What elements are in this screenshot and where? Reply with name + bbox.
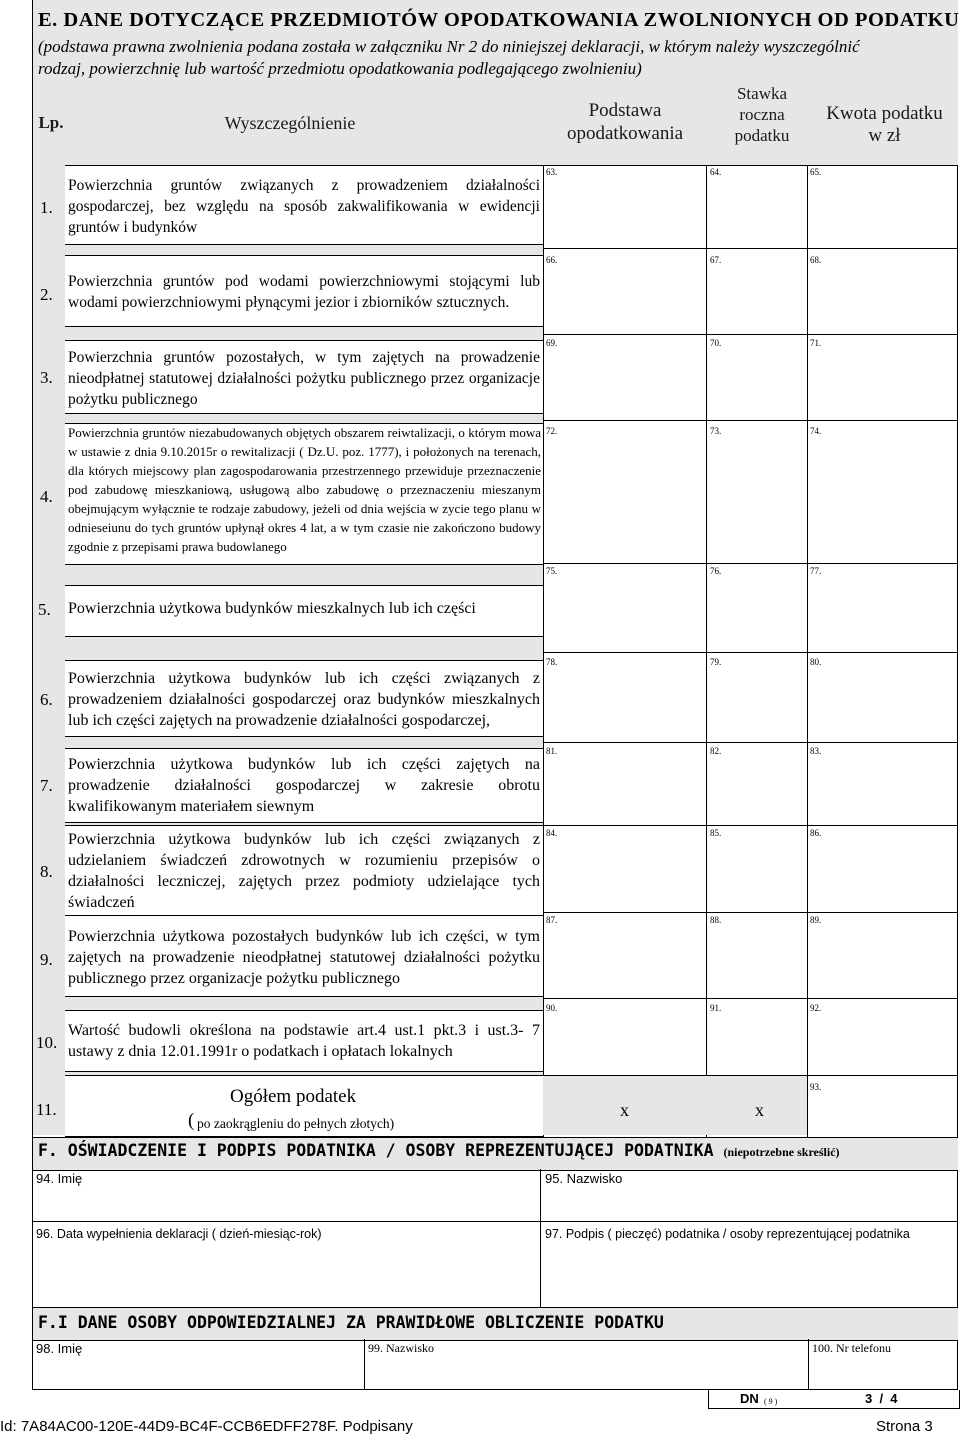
field-83[interactable]: 83. [810, 746, 822, 756]
total-x-base: x [620, 1100, 629, 1120]
col-sep-amount [807, 165, 808, 1137]
row-3-text: Powierzchnia gruntów pozostałych, w tym zajętych na prowadzenie nieodpłatnej statutowej działalności pożytku publicznego przez organizacje pożytku publicznego [68, 349, 540, 408]
row-2-sep [543, 334, 958, 335]
field-74[interactable]: 74. [810, 426, 822, 436]
field-71[interactable]: 71. [810, 338, 822, 348]
row-1-lp: 1. [40, 198, 53, 217]
row-6-lp: 6. [40, 690, 53, 709]
field-67[interactable]: 67. [710, 255, 722, 265]
row-4-lp: 4. [40, 487, 53, 506]
form-code: DN [740, 1391, 759, 1406]
row-9-text: Powierzchnia użytkowa pozostałych budynków lub ich części, w tym zajętych na prowadzenie nieodpłatnej statutowej działalności pożytku publicznego przez organizacje pożytku publicznego [68, 928, 540, 987]
field-64[interactable]: 64. [710, 167, 722, 177]
row-1-sep [543, 248, 958, 249]
header-rate-l3: podatku [734, 126, 790, 145]
row-7-text: Powierzchnia użytkowa budynków lub ich części zajętych na prowadzenie działalności gospodarczej w zakresie obrotu kwalifikowanym materiałem siewnym [68, 756, 540, 815]
field-73[interactable]: 73. [710, 426, 722, 436]
field-81[interactable]: 81. [546, 746, 558, 756]
row-2-lp: 2. [40, 285, 53, 304]
field-78[interactable]: 78. [546, 657, 558, 667]
field-96-date[interactable]: 96. Data wypełnienia deklaracji ( dzień-miesiąc-rok) [36, 1227, 322, 1241]
field-68[interactable]: 68. [810, 255, 822, 265]
field-75[interactable]: 75. [546, 566, 558, 576]
field-65[interactable]: 65. [810, 167, 822, 177]
fi-sep-1 [364, 1339, 365, 1390]
section-f-title-text: F. OŚWIADCZENIE I PODPIS PODATNIKA / OSOBY REPREZENTUJĄCEJ PODATNIKA [38, 1141, 714, 1160]
total-paren: ( [188, 1110, 195, 1131]
field-86[interactable]: 86. [810, 828, 822, 838]
row-8-sep [543, 912, 958, 913]
section-e-subtitle-line1: (podstawa prawna zwolnienia podana została w załączniku Nr 2 do niniejszej deklaracji, w którym należy wyszczególnić [38, 37, 860, 56]
field-95-last-name[interactable]: 95. Nazwisko [545, 1171, 623, 1186]
field-70[interactable]: 70. [710, 338, 722, 348]
field-72[interactable]: 72. [546, 426, 558, 436]
field-82[interactable]: 82. [710, 746, 722, 756]
section-f-note: (niepotrzebne skreślić) [723, 1145, 840, 1159]
row-9-sep [543, 998, 958, 999]
lp-column-background [33, 165, 65, 1135]
f-sep-1 [540, 1169, 541, 1221]
header-amount-l1: Kwota podatku [826, 103, 943, 124]
section-f-title [38, 1141, 840, 1160]
row-10-lp: 10. [36, 1033, 58, 1052]
field-89[interactable]: 89. [810, 915, 822, 925]
footer-page: Strona 3 [876, 1418, 933, 1435]
header-base-l1: Podstawa [588, 100, 662, 121]
total-note: po zaokrągleniu do pełnych złotych) [197, 1116, 395, 1131]
field-98-first-name[interactable]: 98. Imię [36, 1341, 83, 1356]
field-84[interactable]: 84. [546, 828, 558, 838]
row-7-lp: 7. [40, 776, 53, 795]
field-87[interactable]: 87. [546, 915, 558, 925]
field-79[interactable]: 79. [710, 657, 722, 667]
row-5-sep [543, 652, 958, 653]
total-gray-area [543, 1076, 807, 1135]
header-lp: Lp. [38, 113, 64, 132]
section-e-subtitle-line2: rodzaj, powierzchnię lub wartość przedmiotu opodatkowania podlegającego zwolnieniu) [38, 59, 642, 78]
row-1-text: Powierzchnia gruntów związanych z prowadzeniem działalności gospodarczej, bez względu na sposób zakwalifikowania w ewidencji gruntów i budynków [68, 177, 540, 236]
field-69[interactable]: 69. [546, 338, 558, 348]
field-76[interactable]: 76. [710, 566, 722, 576]
field-77[interactable]: 77. [810, 566, 822, 576]
field-94-first-name[interactable]: 94. Imię [36, 1171, 83, 1186]
row-6-text: Powierzchnia użytkowa budynków lub ich części związanych z prowadzeniem działalności gospodarczej oraz budynków mieszkalnych lub ich części zajętych na prowadzenie działalności gospodarczej, [68, 670, 540, 729]
field-91[interactable]: 91. [710, 1003, 722, 1013]
row-6-sep [543, 742, 958, 743]
row-3-sep [543, 420, 958, 421]
field-85[interactable]: 85. [710, 828, 722, 838]
row-8-lp: 8. [40, 862, 53, 881]
row-2-text: Powierzchnia gruntów pod wodami powierzchniowymi stojącymi lub wodami powierzchniowymi płynącymi jezior i zbiorników sztucznych. [68, 273, 540, 311]
col-sep-rate [706, 165, 707, 1137]
row-8-text: Powierzchnia użytkowa budynków lub ich części związanych z udzielaniem świadczeń zdrowotnych w rozumieniu przepisów o działalności leczniczej, zajętych przez podmioty udzielające tych świadczeń [68, 831, 540, 911]
field-80[interactable]: 80. [810, 657, 822, 667]
form-page-count: 3 / 4 [865, 1391, 898, 1406]
section-e-title: E. DANE DOTYCZĄCE PRZEDMIOTÓW OPODATKOWANIA ZWOLNIONYCH OD PODATKU [38, 9, 960, 31]
row-7-sep [543, 825, 958, 826]
header-description: Wyszczególnienie [224, 113, 356, 133]
header-amount-l2: w zł [868, 125, 901, 146]
row-9-lp: 9. [40, 950, 53, 969]
fi-sep-2 [808, 1339, 809, 1390]
header-base-l2: opodatkowania [566, 123, 684, 144]
field-90[interactable]: 90. [546, 1003, 558, 1013]
total-x-rate: x [755, 1100, 764, 1120]
field-63[interactable]: 63. [546, 167, 558, 177]
section-fi-title: F.I DANE OSOBY ODPOWIEDZIALNEJ ZA PRAWIDŁOWE OBLICZENIE PODATKU [38, 1313, 664, 1332]
row-5-lp: 5. [38, 600, 51, 619]
form-code-sub: ( 9 ) [764, 1397, 778, 1406]
row-4-text: Powierzchnia gruntów niezabudowanych objętych obszarem reiwtalizacji, o którym mowa w ustawie z dnia 9.10.2015r o rewitalizacji ( Dz.U. poz. 1777), i położonych na terenach, dla których miejscowy plan zagospodarowania przestrzennego przewiduje przeznaczenie pod zabudowę mieszkaniową, usługową albo zabudowę o przeznaczeniu mieszanym obejmującym wyłącznie te rodzaje zabudowy, jeżeli od dnia wejścia w zycie tego planu w odnieseiunu do tych gruntów upłynął okres 4 lat, a w tym czasie nie zakończono budowy zgodnie z przepisami prawa budowlanego [68, 425, 541, 554]
row-3-lp: 3. [40, 368, 53, 387]
total-label: Ogółem podatek [230, 1086, 357, 1107]
footer-id: Id: 7A84AC00-120E-44D9-BC4F-CCB6EDFF278F. Podpisany [0, 1418, 413, 1435]
row-4-sep [543, 563, 958, 564]
row-10-text: Wartość budowli określona na podstawie art.4 ust.1 pkt.3 i ust.3- 7 ustawy z dnia 12.01.1991r o podatkach i opłatach lokalnych [68, 1022, 540, 1060]
field-97-signature[interactable]: 97. Podpis ( pieczęć) podatnika / osoby reprezentującej podatnika [545, 1227, 910, 1241]
field-66[interactable]: 66. [546, 255, 558, 265]
field-100-phone[interactable]: 100. Nr telefonu [812, 1341, 891, 1355]
row-5-text: Powierzchnia użytkowa budynków mieszkalnych lub ich części [68, 600, 476, 617]
header-rate-l1: Stawka [736, 84, 788, 103]
f-sep-2 [540, 1221, 541, 1307]
field-92[interactable]: 92. [810, 1003, 822, 1013]
field-93[interactable]: 93. [810, 1082, 822, 1092]
field-88[interactable]: 88. [710, 915, 722, 925]
field-99-last-name[interactable]: 99. Nazwisko [368, 1341, 434, 1355]
header-rate-l2: roczna [739, 105, 785, 124]
row-11-lp: 11. [36, 1100, 57, 1119]
f-row-sep [33, 1221, 958, 1222]
